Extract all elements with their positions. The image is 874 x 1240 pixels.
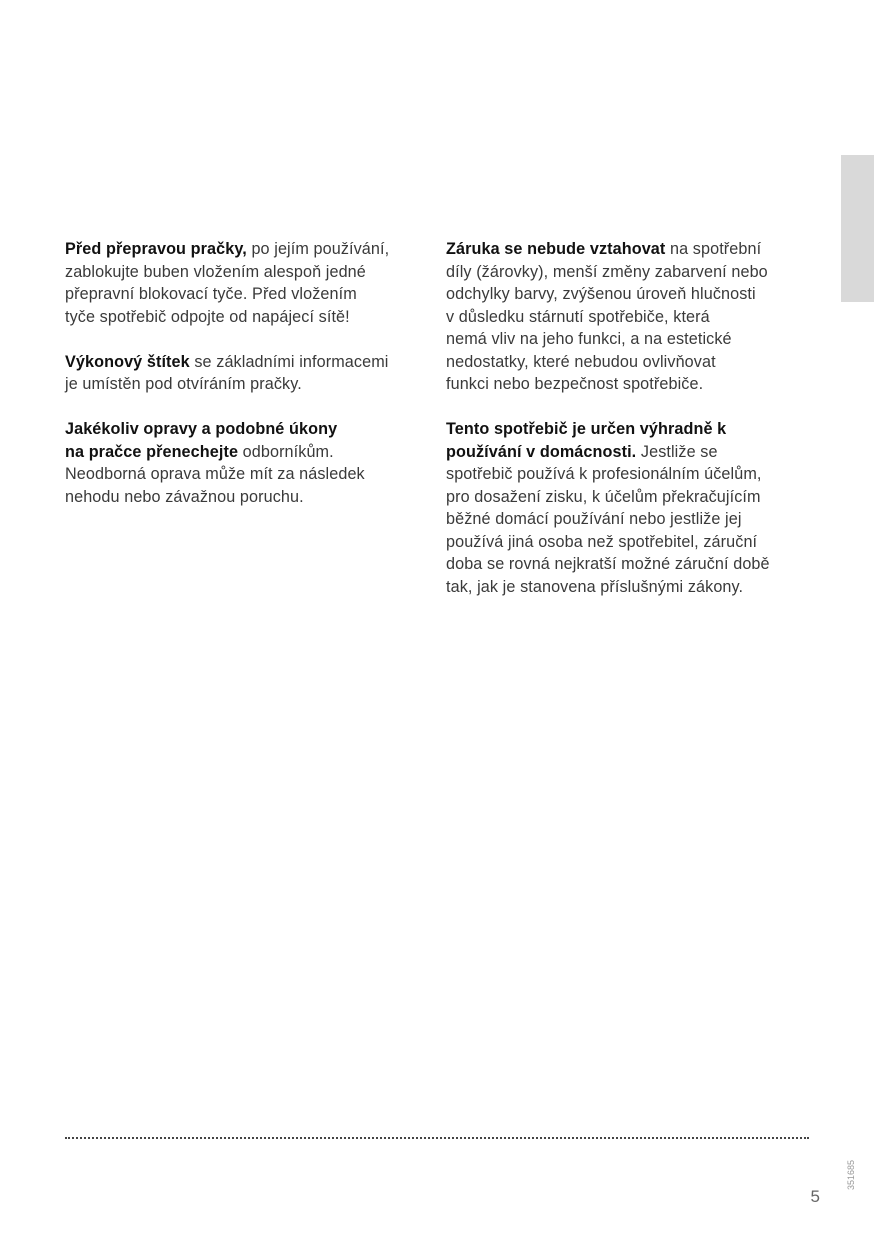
document-code: 351685 bbox=[846, 1159, 856, 1190]
paragraph-heading: Výkonový štítek bbox=[65, 352, 190, 371]
paragraph-body: odborníkům. Neodborná oprava může mít za následek nehodu nebo závažnou poruchu. bbox=[65, 442, 365, 506]
paragraph-body: se základními informacemi je umístěn pod otvíráním pračky. bbox=[65, 352, 389, 393]
right-column bbox=[446, 238, 826, 621]
dotted-divider bbox=[65, 1137, 809, 1139]
page-number: 5 bbox=[810, 1187, 820, 1206]
repairs-paragraph bbox=[65, 418, 435, 508]
rating-plate-paragraph bbox=[65, 351, 435, 396]
household-use-paragraph bbox=[446, 418, 826, 598]
transport-lock-paragraph bbox=[65, 238, 435, 328]
paragraph-heading: Jakékoliv opravy a podobné úkony na pračce přenechejte bbox=[65, 420, 338, 461]
paragraph-heading: Záruka se nebude vztahovat bbox=[446, 240, 666, 258]
paragraph-body: na spotřební díly (žárovky), menší změny zabarvení nebo odchylky barvy, zvýšenou úroveň hlučnosti v důsledku stárnutí spotřebiče, která nemá vliv na jeho funkci, a na estetické nedostatky, které nebudou ovlivňovat funkci nebo bezpečnost spotřebiče. bbox=[446, 240, 768, 393]
paragraph-heading: Před přepravou pračky, bbox=[65, 240, 247, 258]
paragraph-body: Jestliže se spotřebič používá k profesionálním účelům, pro dosažení zisku, k účelům překračujícím běžné domácí používání nebo jestliže jej používá jiná osoba než spotřebitel, záruční doba se rovná nejkratší možné záruční době tak, jak je stanovena příslušnými zákony. bbox=[446, 442, 770, 596]
paragraph-body: po jejím používání, zablokujte buben vložením alespoň jedné přepravní blokovací tyče. Před vložením tyče spotřebič odpojte od napájecí sítě! bbox=[65, 240, 390, 326]
paragraph-heading: Tento spotřebič je určen výhradně k používání v domácnosti. bbox=[446, 420, 727, 461]
warranty-exclusion-paragraph bbox=[446, 238, 826, 396]
left-column bbox=[65, 238, 435, 531]
section-tab-marker bbox=[841, 155, 874, 302]
